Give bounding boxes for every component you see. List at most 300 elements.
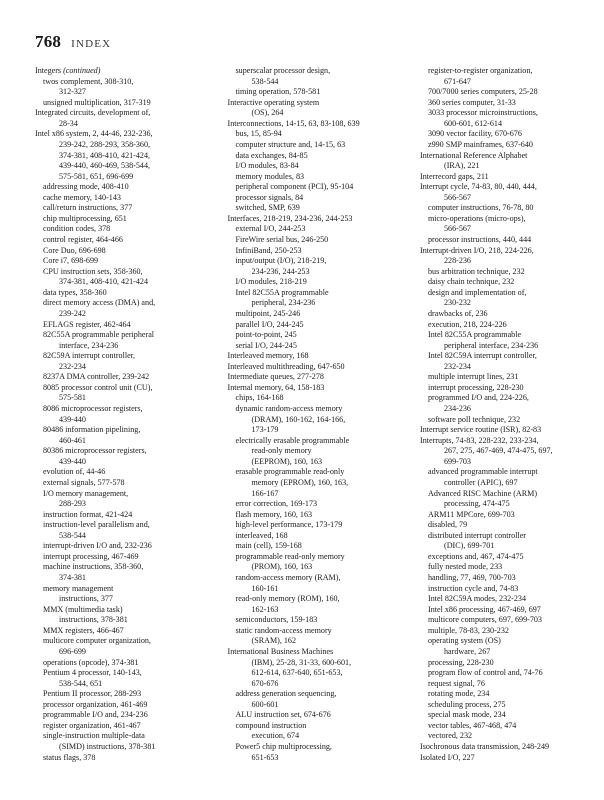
index-entry-text: external signals, 577-578 — [43, 477, 125, 487]
index-entry — [35, 721, 205, 732]
index-entry — [228, 77, 398, 88]
index-entry — [228, 753, 398, 764]
index-entry — [228, 700, 398, 711]
index-entry-text: 374-381, 408-410, 421-424 — [59, 277, 149, 287]
index-entry-text: 566-567 — [444, 224, 471, 234]
index-entry — [228, 267, 398, 278]
index-entry-text: 699-703 — [444, 456, 471, 466]
index-entry-text: Interrupts, 74-83, 228-232, 233-234, — [420, 435, 539, 445]
index-entry-text: operations (opcode), 374-381 — [43, 657, 139, 667]
index-entry-text: drawbacks of, 236 — [428, 308, 488, 318]
index-entry — [35, 362, 205, 373]
index-entry — [228, 446, 398, 457]
index-entry — [228, 457, 398, 468]
index-entry-text: 460-461 — [59, 435, 86, 445]
index-entry-text: register organization, 461-467 — [43, 720, 141, 730]
index-entry — [35, 172, 205, 183]
index-entry — [420, 658, 590, 669]
index-entry — [228, 161, 398, 172]
index-entry — [35, 457, 205, 468]
index-entry — [420, 129, 590, 140]
index-entry-text: rotating mode, 234 — [428, 689, 490, 699]
index-entry-note: (continued) — [63, 66, 101, 75]
index-entry — [35, 552, 205, 563]
index-entry-text: request signal, 76 — [428, 678, 485, 688]
index-entry — [420, 689, 590, 700]
index-entry-text: (SRAM), 162 — [251, 636, 297, 646]
index-entry-text: I/O modules, 83-84 — [235, 161, 299, 171]
index-entry-text: (DIC), 699-701 — [444, 541, 495, 551]
index-entry-text: 162-163 — [251, 604, 279, 614]
index-entry-text: Isolated I/O, 227 — [420, 752, 475, 762]
index-entry — [228, 510, 398, 521]
index-entry — [35, 298, 205, 309]
index-entry-text: high-level performance, 173-179 — [235, 520, 343, 530]
index-entry — [420, 330, 590, 341]
index-entry-text: instructions, 378-381 — [59, 615, 128, 625]
index-entry — [35, 224, 205, 235]
index-entry — [35, 383, 205, 394]
index-entry — [35, 679, 205, 690]
index-entry-text: main (cell), 159-168 — [235, 541, 302, 551]
index-entry-text: timing operation, 578-581 — [235, 87, 321, 97]
index-entry-text: 575-581 — [59, 393, 86, 403]
running-head: INDEX — [71, 38, 112, 50]
index-entry-text: Intel x86 system, 2, 44-46, 232-236, — [35, 129, 153, 139]
index-entry — [420, 446, 590, 457]
index-entry — [35, 235, 205, 246]
index-entry — [420, 151, 590, 162]
index-entry — [228, 203, 398, 214]
index-entry-text: 234-236, 244-253 — [251, 266, 310, 276]
index-entry-text: Intermediate queues, 277-278 — [227, 372, 324, 382]
index-column-3 — [420, 66, 590, 786]
index-entry — [420, 584, 590, 595]
index-entry-text: machine instructions, 358-360, — [43, 562, 144, 572]
index-entry — [35, 151, 205, 162]
index-entry — [420, 668, 590, 679]
index-entry-text: unsigned multiplication, 317-319 — [43, 97, 151, 107]
index-entry-text: 671-647 — [444, 76, 471, 86]
index-entry — [228, 499, 398, 510]
index-entry — [35, 415, 205, 426]
index-entry — [420, 710, 590, 721]
index-entry-text: 566-567 — [444, 192, 471, 202]
index-entry — [35, 98, 205, 109]
index-entry-text: exceptions and, 467, 474-475 — [428, 551, 524, 561]
index-entry — [420, 425, 590, 436]
index-entry-text: Pentium 4 processor, 140-143, — [43, 668, 142, 678]
index-entry — [228, 478, 398, 489]
index-entry-text: instruction cycle and, 74-83 — [428, 583, 519, 593]
index-entry — [420, 320, 590, 331]
index-entry-text: distributed interrupt controller — [428, 530, 526, 540]
index-entry — [228, 341, 398, 352]
index-entry — [228, 393, 398, 404]
index-entry — [35, 658, 205, 669]
index-entry-text: Core Duo, 696-698 — [43, 245, 106, 255]
index-entry-text: Intel 82C55A programmable — [428, 330, 522, 340]
index-entry — [35, 446, 205, 457]
index-entry — [420, 267, 590, 278]
index-entry-text: execution, 674 — [251, 731, 300, 741]
index-entry — [420, 415, 590, 426]
index-entry-text: processing, 228-230 — [428, 657, 494, 667]
index-entry-text: 232-234 — [444, 361, 471, 371]
index-entry — [228, 531, 398, 542]
index-entry — [420, 172, 590, 183]
index-entry — [35, 182, 205, 193]
index-entry — [228, 288, 398, 299]
index-column-1 — [35, 66, 205, 786]
index-entry — [35, 436, 205, 447]
index-entry — [420, 753, 590, 764]
index-entry-text: 575-581, 651, 696-699 — [59, 171, 134, 181]
index-entry-text: 228-236 — [444, 256, 471, 266]
index-entry — [228, 489, 398, 500]
index-entry — [420, 362, 590, 373]
index-entry-text: disabled, 79 — [428, 520, 468, 530]
index-entry-text: (OS), 264 — [251, 108, 284, 118]
index-entry — [228, 594, 398, 605]
index-entry — [35, 320, 205, 331]
index-entry-text: special mask mode, 234 — [428, 710, 506, 720]
index-entry — [228, 140, 398, 151]
index-entry — [228, 320, 398, 331]
index-entry-text: vectored, 232 — [428, 731, 473, 741]
index-entry-text: peripheral, 234-236 — [251, 298, 316, 308]
index-entry-text: CPU instruction sets, 358-360, — [43, 266, 143, 276]
index-entry — [228, 636, 398, 647]
index-entry-text: bus arbitration technique, 232 — [428, 266, 525, 276]
index-entry-text: Intel 82C55A programmable — [235, 287, 329, 297]
index-entry-text: Interfaces, 218-219, 234-236, 244-253 — [227, 213, 353, 223]
index-entry-text: memory management — [43, 583, 114, 593]
index-entry-text: hardware, 267 — [444, 646, 491, 656]
index-entry — [228, 277, 398, 288]
index-entry — [420, 605, 590, 616]
index-entry — [35, 119, 205, 130]
index-entry — [35, 710, 205, 721]
index-entry — [420, 87, 590, 98]
index-entry — [228, 415, 398, 426]
index-entry-text: compound instruction — [235, 720, 307, 730]
index-entry — [420, 594, 590, 605]
index-entry-text: Interactive operating system — [227, 97, 320, 107]
index-entry-text: Interleaved memory, 168 — [227, 351, 309, 361]
index-entry-text: Interrupt service routine (ISR), 82-83 — [420, 425, 542, 435]
index-entry — [35, 636, 205, 647]
index-entry-text: multicore computers, 697, 699-703 — [428, 615, 542, 625]
index-entry — [35, 689, 205, 700]
index-entry-text: peripheral component (PCI), 95-104 — [235, 182, 354, 192]
index-entry — [35, 584, 205, 595]
index-entry-text: evolution of, 44-46 — [43, 467, 106, 477]
index-entry-text: ARM11 MPCore, 699-703 — [428, 509, 515, 519]
index-entry — [228, 309, 398, 320]
index-entry — [228, 710, 398, 721]
index-entry-text: International Business Machines — [227, 646, 334, 656]
index-entry-text: 439-440 — [59, 414, 86, 424]
index-entry-text: (IBM), 25-28, 31-33, 600-601, — [251, 657, 352, 667]
index-entry-text: input/output (I/O), 218-219, — [235, 256, 327, 266]
index-entry-text: parallel I/O, 244-245 — [235, 319, 304, 329]
index-entry-text: register-to-register organization, — [428, 66, 533, 75]
index-entry-text: Interrupt cycle, 74-83, 80, 440, 444, — [420, 182, 537, 192]
index-entry — [420, 467, 590, 478]
index-entry-text: micro-operations (micro-ops), — [428, 213, 526, 223]
index-entry — [420, 182, 590, 193]
index-entry-text: twos complement, 308-310, — [43, 76, 134, 86]
index-entry-text: MMX (multimedia task) — [43, 604, 123, 614]
index-entry-text: processor signals, 84 — [235, 192, 304, 202]
index-entry-text: 439-440 — [59, 456, 86, 466]
index-entry-text: 80486 information pipelining, — [43, 425, 141, 435]
index-entry — [228, 573, 398, 584]
index-entry — [420, 108, 590, 119]
index-entry — [35, 161, 205, 172]
index-entry-text: 3033 processor microinstructions, — [428, 108, 538, 118]
index-entry — [35, 341, 205, 352]
index-entry-text: Integers — [35, 66, 64, 75]
index-entry — [228, 541, 398, 552]
index-entry-text: call/return instructions, 377 — [43, 203, 133, 213]
index-entry — [228, 172, 398, 183]
index-entry-text: Interconnections, 14-15, 63, 83-108, 639 — [227, 118, 360, 128]
index-entry — [420, 457, 590, 468]
index-entry — [228, 742, 398, 753]
index-entry-text: 8237A DMA controller, 239-242 — [43, 372, 150, 382]
index-entry — [35, 742, 205, 753]
index-entry — [228, 256, 398, 267]
index-entry-text: serial I/O, 244-245 — [235, 340, 297, 350]
index-entry-text: static random-access memory — [235, 625, 332, 635]
index-entry — [228, 351, 398, 362]
index-entry — [35, 77, 205, 88]
index-entry — [35, 288, 205, 299]
index-entry-text: bus, 15, 85-94 — [235, 129, 282, 139]
index-entry-text: status flags, 378 — [43, 752, 96, 762]
index-entry — [35, 531, 205, 542]
index-entry-text: (EEPROM), 160, 163 — [251, 456, 323, 466]
index-entry-text: computer structure and, 14-15, 63 — [235, 139, 346, 149]
index-entry — [35, 541, 205, 552]
index-entry-text: International Reference Alphabet — [420, 150, 528, 160]
index-entry — [420, 489, 590, 500]
index-entry-text: 612-614, 637-640, 651-653, — [251, 668, 343, 678]
index-entry — [35, 87, 205, 98]
index-entry — [228, 562, 398, 573]
index-entry-text: instruction format, 421-424 — [43, 509, 133, 519]
index-entry-text: processor organization, 461-469 — [43, 699, 148, 709]
index-entry-text: Integrated circuits, development of, — [35, 108, 151, 118]
index-entry — [420, 235, 590, 246]
index-entry — [228, 404, 398, 415]
index-entry — [420, 277, 590, 288]
index-entry-text: interrupt-driven I/O and, 232-236 — [43, 541, 152, 551]
index-entry — [420, 615, 590, 626]
index-entry-text: switched, SMP, 639 — [235, 203, 300, 213]
index-entry-text: 439-440, 460-469, 538-544, — [59, 161, 151, 171]
index-entry — [420, 140, 590, 151]
index-entry-text: program flow of control and, 74-76 — [428, 668, 543, 678]
index-entry — [35, 404, 205, 415]
index-entry-text: 267, 275, 467-469, 474-475, 697, — [444, 446, 553, 456]
index-entry-text: cache memory, 140-143 — [43, 192, 121, 202]
index-entry — [228, 552, 398, 563]
index-entry-text: semiconductors, 159-183 — [235, 615, 318, 625]
index-entry-text: Pentium II processor, 288-293 — [43, 689, 142, 699]
index-entry-text: (IRA), 221 — [444, 161, 480, 171]
index-entry — [420, 731, 590, 742]
index-entry-text: FireWire serial bus, 246-250 — [235, 235, 329, 244]
index-entry — [35, 668, 205, 679]
index-entry — [35, 700, 205, 711]
index-entry-text: 538-544, 651 — [59, 678, 103, 688]
index-entry — [228, 436, 398, 447]
index-entry — [420, 478, 590, 489]
index-entry — [420, 404, 590, 415]
index-entry-text: 173-179 — [251, 425, 279, 435]
index-entry — [420, 436, 590, 447]
index-entry — [35, 267, 205, 278]
index-entry-text: error correction, 169-173 — [235, 499, 318, 509]
index-entry — [35, 647, 205, 658]
index-entry — [228, 605, 398, 616]
index-entry-text: memory (EPROM), 160, 163, — [251, 477, 349, 487]
index-entry-text: 374-381, 408-410, 421-424, — [59, 150, 151, 160]
index-entry — [228, 330, 398, 341]
page-number: 768 — [35, 32, 62, 51]
index-entry — [420, 214, 590, 225]
index-entry-text: software poll technique, 232 — [428, 414, 521, 424]
index-entry — [228, 87, 398, 98]
index-entry — [420, 742, 590, 753]
index-entry — [420, 679, 590, 690]
index-entry — [35, 478, 205, 489]
index-entry-text: data types, 358-360 — [43, 287, 107, 297]
index-entry — [35, 520, 205, 531]
index-entry-text: condition codes, 378 — [43, 224, 111, 234]
index-entry-text: 600-601 — [251, 699, 279, 709]
index-entry-text: 239-242, 288-293, 358-360, — [59, 139, 151, 149]
index-entry-text: I/O modules, 218-219 — [235, 277, 307, 287]
index-entry — [228, 668, 398, 679]
index-entry — [228, 98, 398, 109]
index-entry-text: flash memory, 160, 163 — [235, 509, 313, 519]
index-entry-text: direct memory access (DMA) and, — [43, 298, 156, 308]
index-entry — [228, 224, 398, 235]
index-entry-text: external I/O, 244-253 — [235, 224, 306, 234]
index-entry — [420, 193, 590, 204]
index-entry-text: interrupt processing, 228-230 — [428, 382, 524, 392]
index-entry — [35, 594, 205, 605]
index-entry — [228, 298, 398, 309]
index-entry — [35, 425, 205, 436]
index-entry-text: processing, 474-475 — [444, 499, 510, 509]
index-entry — [420, 288, 590, 299]
index-entry-text: InfiniBand, 250-253 — [235, 245, 302, 255]
index-entry-text: daisy chain technique, 232 — [428, 277, 515, 287]
index-entry — [228, 689, 398, 700]
index-entry — [420, 98, 590, 109]
index-entry-text: processor instructions, 440, 444 — [428, 235, 532, 244]
index-entry-text: 374-381 — [59, 573, 86, 582]
index-entry — [35, 214, 205, 225]
index-entry-text: chip multiprocessing, 651 — [43, 213, 127, 223]
index-entry-text: 8085 processor control unit (CU), — [43, 382, 153, 392]
index-entry-text: interface, 234-236 — [59, 340, 119, 350]
index-entry — [228, 679, 398, 690]
index-entry — [35, 393, 205, 404]
index-entry-text: random-access memory (RAM), — [235, 573, 341, 582]
index-entry — [228, 108, 398, 119]
index-entry — [228, 151, 398, 162]
index-entry-text: superscalar processor design, — [235, 66, 331, 75]
index-entry-text: multicore computer organization, — [43, 636, 151, 646]
index-entry — [228, 182, 398, 193]
index-entry — [420, 647, 590, 658]
index-entry — [420, 119, 590, 130]
index-entry — [420, 203, 590, 214]
index-entry — [420, 161, 590, 172]
index-entry-text: chips, 164-168 — [235, 393, 284, 403]
index-entry-text: single-instruction multiple-data — [43, 731, 145, 741]
index-entry — [35, 309, 205, 320]
index-entry — [420, 541, 590, 552]
index-entry — [420, 351, 590, 362]
index-entry-text: 232-234 — [59, 361, 86, 371]
index-entry — [228, 520, 398, 531]
index-entry — [228, 383, 398, 394]
index-entry-text: computer instructions, 76-78, 80 — [428, 203, 534, 213]
index-entry — [35, 753, 205, 764]
index-entry — [420, 298, 590, 309]
index-entry-text: Interleaved multithreading, 647-650 — [227, 361, 345, 371]
index-entry-text: read-only memory (ROM), 160, — [235, 594, 340, 604]
index-entry — [35, 731, 205, 742]
index-entry-text: I/O memory management, — [43, 488, 129, 498]
index-entry — [35, 615, 205, 626]
index-entry-text: 696-699 — [59, 646, 86, 656]
index-entry-text: point-to-point, 245 — [235, 330, 297, 340]
index-entry-text: multipoint, 245-246 — [235, 308, 301, 318]
index-entry-text: Core i7, 698-699 — [43, 256, 99, 266]
index-entry-text: 160-161 — [251, 583, 279, 593]
index-entry — [35, 499, 205, 510]
index-entry-text: controller (APIC), 697 — [444, 477, 518, 487]
index-entry — [420, 341, 590, 352]
index-entry-text: Interrupt-driven I/O, 218, 224-226, — [420, 245, 534, 255]
index-entry-text: multiple interrupt lines, 231 — [428, 372, 519, 382]
index-entry — [228, 731, 398, 742]
index-entry — [228, 467, 398, 478]
index-entry-text: vector tables, 467-468, 474 — [428, 720, 517, 730]
index-entry — [228, 425, 398, 436]
index-entry-text: Intel 82C59A interrupt controller, — [428, 351, 537, 361]
index-entry-text: Internal memory, 64, 158-183 — [227, 382, 325, 392]
index-entry-text: read-only memory — [251, 446, 312, 456]
index-entry — [228, 193, 398, 204]
index-entry — [35, 108, 205, 119]
index-entry-text: (DRAM), 160-162, 164-166, — [251, 414, 346, 424]
index-entry-text: Intel 82C59A modes, 232-234 — [428, 594, 527, 604]
index-entry — [35, 66, 205, 77]
index-entry-text: electrically erasable programmable — [235, 435, 350, 445]
index-entry — [420, 520, 590, 531]
index-entry-text: Advanced RISC Machine (ARM) — [428, 488, 538, 498]
index-entry-text: design and implementation of, — [428, 287, 527, 297]
